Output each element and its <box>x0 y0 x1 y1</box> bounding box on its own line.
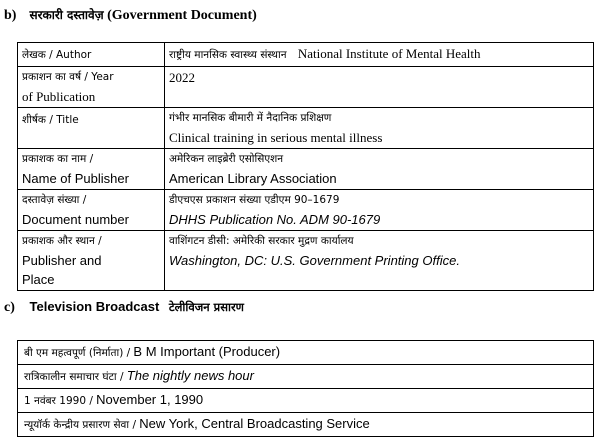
author-value-hindi: राष्ट्रीय मानसिक स्वास्थ्य संस्थान <box>169 49 287 61</box>
title-value-hindi: गंभीर मानसिक बीमारी में नैदानिक प्रशिक्षण <box>169 112 332 124</box>
publisher-place-label-line-3: Place <box>22 272 55 287</box>
table-row <box>18 67 594 108</box>
title-label-cell <box>18 108 165 149</box>
broadcaster-english: New York, Central Broadcasting Service <box>139 416 370 431</box>
publisher-place-value-cell <box>165 231 594 291</box>
table-row <box>18 413 594 437</box>
section-b-letter: b) <box>4 8 17 23</box>
publisher-name-label-cell <box>18 149 165 190</box>
section-b-heading <box>4 6 257 24</box>
section-c-heading <box>4 299 244 316</box>
publisher-name-label-line-2: Name of Publisher <box>22 171 129 186</box>
year-label-line-2: of Publication <box>22 89 96 104</box>
author-label: लेखक / Author <box>22 49 92 61</box>
producer-english: B M Important (Producer) <box>133 344 281 359</box>
author-value-cell <box>165 43 594 67</box>
year-value-cell <box>165 67 594 108</box>
producer-cell <box>18 341 594 365</box>
document-number-label-line-1: दस्तावेज़ संख्या / <box>22 194 87 206</box>
publisher-name-value-cell <box>165 149 594 190</box>
publisher-place-value-hindi: वाशिंगटन डीसी: अमेरिकी सरकार मुद्रण कार्यालय <box>169 235 354 247</box>
table-row <box>18 43 594 67</box>
broadcast-date-hindi: 1 नवंबर 1990 / <box>24 395 93 407</box>
year-value: 2022 <box>169 70 195 85</box>
table-row <box>18 190 594 231</box>
publisher-place-label-line-2: Publisher and <box>22 253 102 268</box>
section-b-title-hindi: सरकारी दस्तावेज़ <box>29 8 104 22</box>
broadcast-date-cell <box>18 389 594 413</box>
title-value-english: Clinical training in serious mental illness <box>169 130 383 145</box>
year-label-line-1: प्रकाशन का वर्ष / Year <box>22 71 114 83</box>
section-c-letter: c) <box>4 300 15 315</box>
section-c-title-english: Television Broadcast <box>29 299 160 314</box>
table-row <box>18 231 594 291</box>
broadcaster-cell <box>18 413 594 437</box>
program-title-cell <box>18 365 594 389</box>
document-number-value-cell <box>165 190 594 231</box>
title-value-cell <box>165 108 594 149</box>
section-b-title-english: (Government Document) <box>107 8 257 23</box>
section-c-title-hindi: टेलीविजन प्रसारण <box>168 300 244 314</box>
document-number-label-cell <box>18 190 165 231</box>
program-title-english: The nightly news hour <box>126 368 254 383</box>
publisher-place-value-english: Washington, DC: U.S. Government Printing Office. <box>169 253 460 268</box>
table-row <box>18 341 594 365</box>
title-label: शीर्षक / Title <box>22 114 79 126</box>
publisher-place-label-line-1: प्रकाशक और स्थान / <box>22 235 102 247</box>
publisher-name-label-line-1: प्रकाशक का नाम / <box>22 153 94 165</box>
broadcast-date-english: November 1, 1990 <box>96 392 204 407</box>
government-document-table <box>17 42 594 291</box>
document-number-value-hindi: डीएचएस प्रकाशन संख्या एडीएम 90–1679 <box>169 194 340 206</box>
publisher-name-value-english: American Library Association <box>169 171 337 186</box>
table-row <box>18 389 594 413</box>
program-title-hindi: रात्रिकालीन समाचार घंटा / <box>24 371 124 383</box>
document-number-label-line-2: Document number <box>22 212 129 227</box>
publisher-name-value-hindi: अमेरिकन लाइब्रेरी एसोसिएशन <box>169 153 284 165</box>
table-row <box>18 149 594 190</box>
document-number-value-english: DHHS Publication No. ADM 90-1679 <box>169 212 381 227</box>
year-label-cell <box>18 67 165 108</box>
television-broadcast-table <box>17 340 594 437</box>
table-row <box>18 365 594 389</box>
publisher-place-label-cell <box>18 231 165 291</box>
table-row <box>18 108 594 149</box>
broadcaster-hindi: न्यूयॉर्क केन्द्रीय प्रसारण सेवा / <box>24 419 136 431</box>
producer-hindi: बी एम महत्वपूर्ण (निर्माता) / <box>24 347 131 359</box>
author-label-cell <box>18 43 165 67</box>
author-value-english: National Institute of Mental Health <box>297 46 481 61</box>
